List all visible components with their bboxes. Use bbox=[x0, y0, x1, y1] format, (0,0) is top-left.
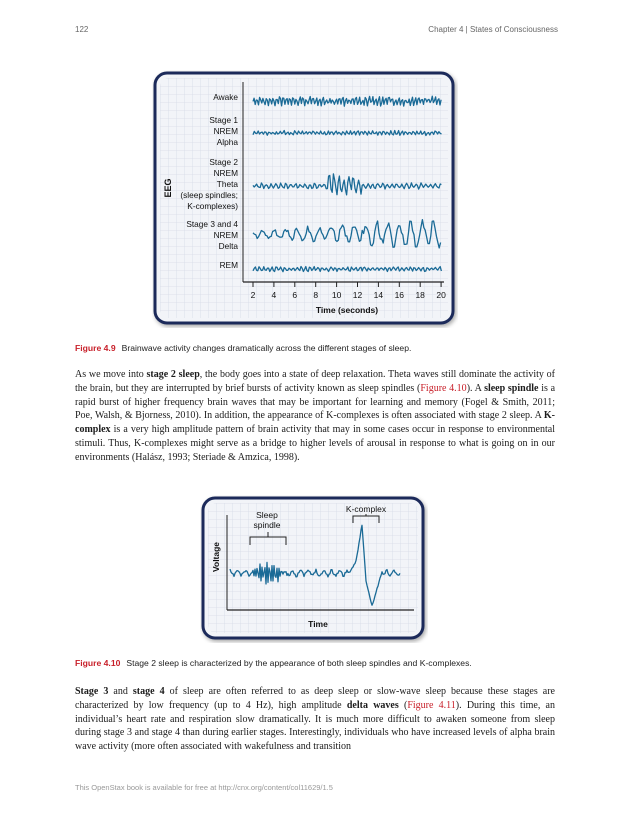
text-run: ). A bbox=[466, 382, 485, 394]
voltage-axis-label: Voltage bbox=[211, 541, 221, 573]
text-run: , the body goes into a state of deep relaxation. Theta waves still dominate the activity of the brain, but they are interrupted by brief bursts of activity known as sleep spindles ( bbox=[75, 369, 555, 394]
term-k-complex: K-complex bbox=[75, 410, 555, 436]
figure-4-10-link[interactable]: Figure 4.10 bbox=[420, 382, 467, 394]
tick-label: 10 bbox=[331, 290, 342, 300]
text-run: is a rapid burst of higher frequency brain waves that may be important for learning and memory (Fogel & Smith, 2011; Poe, Walsh, & Bjorness, 2010). In addition, the appearance of K-complexes is often associated with stage 2 sleep. A bbox=[75, 382, 556, 422]
stage-label-line: NREM bbox=[213, 126, 238, 136]
tick-label: 12 bbox=[352, 290, 363, 300]
term-stage-3: Stage 3 bbox=[75, 686, 109, 697]
stage-label-line: Delta bbox=[218, 241, 238, 251]
time-axis-label: Time bbox=[308, 619, 328, 629]
figure-4-10 bbox=[200, 495, 428, 643]
stage-label-line: NREM bbox=[213, 230, 238, 240]
text-run: ). During this time, an individual’s heart rate and respiration slow dramatically. It is much more difficult to awaken someone from sleep during stage 3 and stage 4 than during earlier stages. Interestingly, individuals who have increased levels of alpha brain wave activity (more often associated with wakefulness and transition bbox=[75, 699, 555, 753]
figure-4-9 bbox=[152, 70, 458, 328]
tick-label: 20 bbox=[436, 290, 446, 300]
tick-label: 16 bbox=[394, 290, 405, 300]
stage-label-line: Stage 1 bbox=[209, 115, 238, 125]
caption-label: Figure 4.9 bbox=[75, 343, 116, 353]
term-sleep-spindle: sleep spindle bbox=[484, 382, 539, 394]
tick-label: 14 bbox=[373, 290, 384, 300]
sleep-spindle-label-line-2: spindle bbox=[253, 520, 281, 530]
paragraph-stage-2 bbox=[75, 368, 555, 465]
tick-label: 8 bbox=[313, 290, 319, 300]
eeg-stages-figure bbox=[152, 70, 458, 328]
caption-text: Brainwave activity changes dramatically across the different stages of sleep. bbox=[121, 343, 412, 353]
text-run: is a very high amplitude pattern of brain activity that may in some cases occur in response to environmental stimuli. Thus, K-complexes might serve as a bridge to higher levels of arousal in response to what is going on in our environments (Halász, 1993; Steriade & Amzica, 1998). bbox=[75, 424, 555, 463]
stage-label-line: Alpha bbox=[216, 137, 238, 147]
sleep-spindle-label-line-1: Sleep bbox=[256, 510, 278, 520]
page-footer: This OpenStax book is available for free at http://cnx.org/content/col11629/1.5 bbox=[75, 783, 333, 792]
term-stage-4: stage 4 bbox=[132, 686, 165, 697]
eeg-axis-label: EEG bbox=[163, 178, 173, 198]
text-run: As we move into bbox=[75, 369, 147, 380]
stage-label-line: K-complexes) bbox=[187, 201, 238, 211]
stage-label-line: (sleep spindles; bbox=[180, 190, 238, 200]
text-run: ( bbox=[398, 699, 408, 711]
stage-label-line: REM bbox=[219, 260, 238, 270]
stage-label-line: Awake bbox=[213, 92, 238, 102]
page-number: 122 bbox=[75, 25, 89, 34]
tick-label: 2 bbox=[250, 290, 256, 300]
x-axis-title: Time (seconds) bbox=[315, 305, 379, 315]
sleep-spindle-k-complex-figure bbox=[200, 495, 428, 643]
term-stage-2-sleep: stage 2 sleep bbox=[146, 369, 200, 380]
text-run: and bbox=[108, 686, 133, 697]
paragraph-stage-3-4 bbox=[75, 685, 555, 754]
stage-label-line: NREM bbox=[213, 168, 238, 178]
text-run: of sleep are often referred to as deep sleep or slow-wave sleep because these stages are characterized by low frequency (up to 4 Hz), high amplitude bbox=[75, 686, 555, 711]
figure-4-9-caption bbox=[75, 343, 411, 353]
figure-4-10-caption bbox=[75, 658, 472, 668]
k-complex-label: K-complex bbox=[345, 504, 387, 514]
term-delta-waves: delta waves bbox=[346, 699, 399, 711]
tick-label: 18 bbox=[415, 290, 425, 300]
caption-text: Stage 2 sleep is characterized by the appearance of both sleep spindles and K-complexes. bbox=[126, 658, 472, 668]
running-header: Chapter 4 | States of Consciousness bbox=[428, 25, 558, 34]
figure-4-11-link[interactable]: Figure 4.11 bbox=[407, 699, 456, 711]
stage-label-line: Stage 2 bbox=[209, 157, 238, 167]
grid-background bbox=[208, 503, 418, 633]
tick-label: 6 bbox=[292, 290, 298, 300]
stage-label-line: Theta bbox=[216, 179, 238, 189]
caption-label: Figure 4.10 bbox=[75, 658, 121, 668]
stage-label-line: Stage 3 and 4 bbox=[186, 219, 238, 229]
tick-label: 4 bbox=[271, 290, 277, 300]
